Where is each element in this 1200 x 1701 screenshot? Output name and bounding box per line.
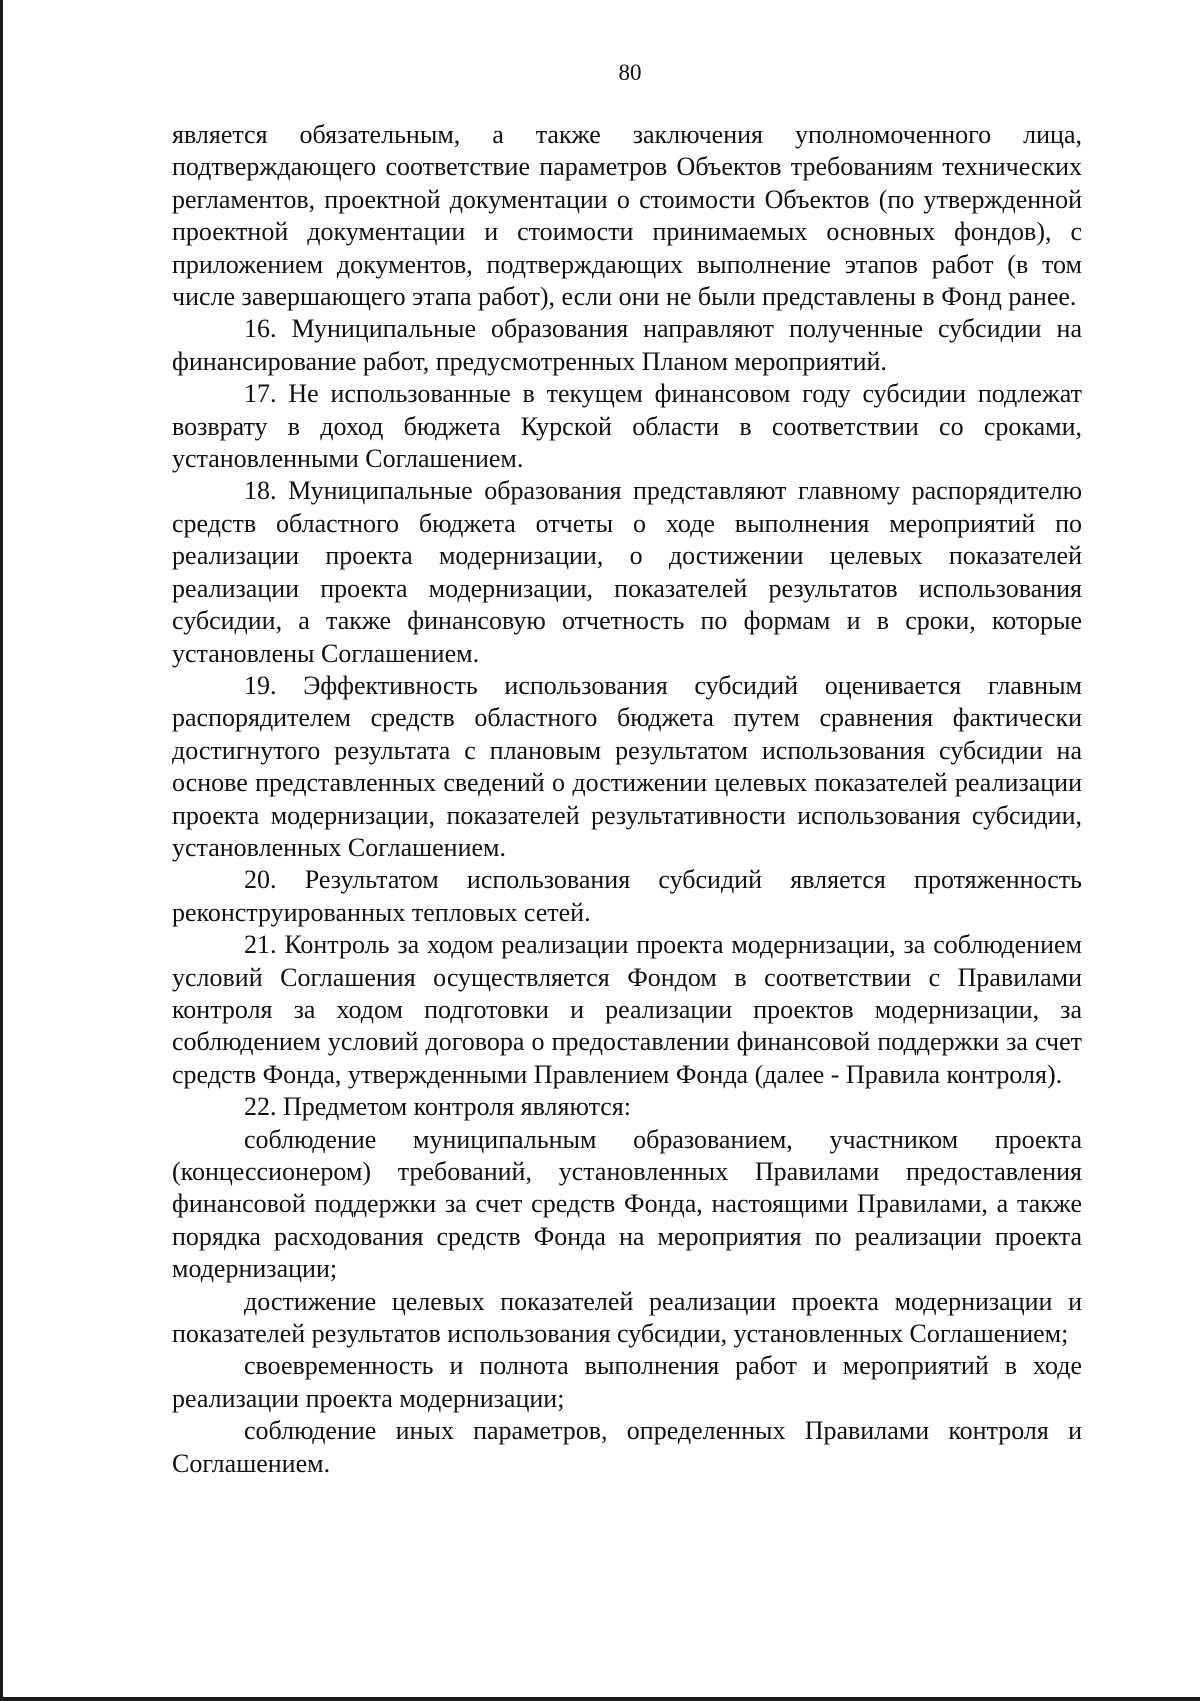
paragraph-item-22: 22. Предметом контроля являются: <box>244 1092 631 1122</box>
scan-edge-left <box>0 0 3 1701</box>
paragraph-item-22-subitem-c: своевременность и полнота выполнения работ и мероприятий в ходе реализации проекта модернизации; <box>172 1351 1082 1413</box>
paragraph-item-21: 21. Контроль за ходом реализации проекта модернизации, за соблюдением условий Соглашения осуществляется Фондом в соответствии с Правилами контроля за ходом подготовки и реализации проектов модернизации, за соблюдением условий договора о предоставлении финансовой поддержки за счет средств Фонда, утвержденными Правлением Фонда (далее - Правила контроля). <box>172 930 1082 1089</box>
document-body <box>172 119 1082 1480</box>
scan-edge-bottom <box>0 1697 1200 1701</box>
paragraph-item-19: 19. Эффективность использования субсидий оценивается главным распорядителем средств областного бюджета путем сравнения фактически достигнутого результата с плановым результатом использования субсидии на основе представленных сведений о достижении целевых показателей реализации проекта модернизации, показателей результативности использования субсидии, установленных Соглашением. <box>172 670 1082 862</box>
paragraph-item-22-subitem-d: соблюдение иных параметров, определенных Правилами контроля и Соглашением. <box>172 1416 1082 1478</box>
paragraph-item-17: 17. Не использованные в текущем финансовом году субсидии подлежат возврату в доход бюджета Курской области в соответствии со сроками, установленными Соглашением. <box>172 379 1082 474</box>
paragraph-item-20: 20. Результатом использования субсидий является протяженность реконструированных тепловых сетей. <box>172 865 1082 927</box>
paragraph-continuation: является обязательным, а также заключения уполномоченного лица, подтверждающего соответствие параметров Объектов требованиям технических регламентов, проектной документации о стоимости Объектов (по утвержденной проектной документации и стоимости принимаемых основных фондов), с приложением документов, подтверждающих выполнение этапов работ (в том числе завершающего этапа работ), если они не были представлены в Фонд ранее. <box>172 120 1082 312</box>
page-number: 80 <box>618 60 642 85</box>
paragraph-item-22-subitem-b: достижение целевых показателей реализации проекта модернизации и показателей результатов использования субсидии, установленных Соглашением; <box>172 1286 1082 1349</box>
paragraph-item-22-subitem-a: соблюдение муниципальным образованием, участником проекта (концессионером) требований, установленных Правилами предоставления финансовой поддержки за счет средств Фонда, настоящими Правилами, а также порядка расходования средств Фонда на мероприятия по реализации проекта модернизации; <box>172 1124 1082 1284</box>
paragraph-item-18: 18. Муниципальные образования представляют главному распорядителю средств областного бюджета отчеты о ходе выполнения мероприятий по реализации проекта модернизации, о достижении целевых показателей реализации проекта модернизации, показателей результатов использования субсидии, а также финансовую отчетность по формам и в сроки, которые установлены Соглашением. <box>172 476 1082 668</box>
paragraph-item-16: 16. Муниципальные образования направляют полученные субсидии на финансирование работ, предусмотренных Планом мероприятий. <box>172 314 1082 376</box>
